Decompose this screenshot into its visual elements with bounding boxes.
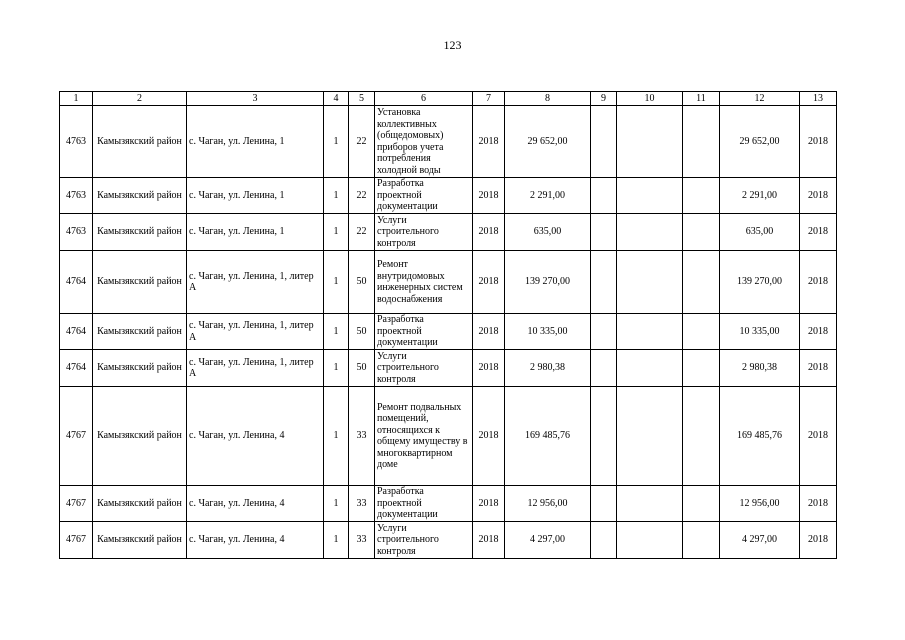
cell-year: 2018: [473, 178, 505, 214]
cell-c11: [683, 314, 720, 350]
cell-c9: [591, 387, 617, 486]
column-header: 1: [60, 92, 93, 106]
cell-c12: 2 980,38: [720, 350, 800, 387]
cell-c4: 1: [324, 350, 349, 387]
cell-c5: 33: [349, 387, 375, 486]
cell-district: Камызякский район: [93, 251, 187, 314]
cell-c11: [683, 178, 720, 214]
table-row: [60, 178, 837, 214]
cell-c9: [591, 214, 617, 251]
cell-c11: [683, 350, 720, 387]
cell-work: Установка коллективных (общедомовых) приборов учета потребления холодной воды: [375, 106, 473, 178]
cell-year: 2018: [473, 350, 505, 387]
cell-cost: 139 270,00: [505, 251, 591, 314]
cell-c9: [591, 522, 617, 559]
cell-c12: 29 652,00: [720, 106, 800, 178]
cell-c9: [591, 251, 617, 314]
cell-cost: 635,00: [505, 214, 591, 251]
cell-c9: [591, 106, 617, 178]
cell-cost: 29 652,00: [505, 106, 591, 178]
cell-address: с. Чаган, ул. Ленина, 1, литер А: [187, 314, 324, 350]
cell-district: Камызякский район: [93, 314, 187, 350]
cell-c11: [683, 522, 720, 559]
table-row: [60, 387, 837, 486]
cell-id: 4767: [60, 387, 93, 486]
cell-c4: 1: [324, 251, 349, 314]
cell-year: 2018: [473, 251, 505, 314]
cell-c10: [617, 314, 683, 350]
cell-c12: 4 297,00: [720, 522, 800, 559]
cell-c13: 2018: [800, 214, 837, 251]
cell-c9: [591, 178, 617, 214]
cell-c4: 1: [324, 387, 349, 486]
cell-c5: 50: [349, 251, 375, 314]
table-header-row: [60, 92, 837, 106]
column-header: 11: [683, 92, 720, 106]
cell-address: с. Чаган, ул. Ленина, 1: [187, 214, 324, 251]
table-row: [60, 314, 837, 350]
cell-year: 2018: [473, 486, 505, 522]
cell-c9: [591, 350, 617, 387]
cell-c13: 2018: [800, 314, 837, 350]
table-row: [60, 251, 837, 314]
cell-c10: [617, 178, 683, 214]
cell-c11: [683, 106, 720, 178]
cell-id: 4764: [60, 350, 93, 387]
cell-c4: 1: [324, 106, 349, 178]
cell-c4: 1: [324, 178, 349, 214]
cell-address: с. Чаган, ул. Ленина, 1, литер А: [187, 350, 324, 387]
cell-c10: [617, 251, 683, 314]
cell-c13: 2018: [800, 387, 837, 486]
table-row: [60, 486, 837, 522]
cell-district: Камызякский район: [93, 106, 187, 178]
cell-id: 4763: [60, 178, 93, 214]
cell-c13: 2018: [800, 486, 837, 522]
cell-district: Камызякский район: [93, 350, 187, 387]
cell-c11: [683, 387, 720, 486]
table-body: [60, 92, 837, 559]
cell-district: Камызякский район: [93, 178, 187, 214]
cell-work: Разработка проектной документации: [375, 314, 473, 350]
cell-c5: 22: [349, 106, 375, 178]
cell-c11: [683, 214, 720, 251]
cell-id: 4763: [60, 106, 93, 178]
cell-cost: 4 297,00: [505, 522, 591, 559]
cell-cost: 10 335,00: [505, 314, 591, 350]
cell-c12: 10 335,00: [720, 314, 800, 350]
column-header: 8: [505, 92, 591, 106]
cell-id: 4764: [60, 314, 93, 350]
cell-c13: 2018: [800, 522, 837, 559]
cell-c13: 2018: [800, 350, 837, 387]
cell-address: с. Чаган, ул. Ленина, 1: [187, 178, 324, 214]
column-header: 13: [800, 92, 837, 106]
cell-c4: 1: [324, 486, 349, 522]
cell-c5: 50: [349, 350, 375, 387]
cell-year: 2018: [473, 522, 505, 559]
cell-c12: 2 291,00: [720, 178, 800, 214]
cell-work: Услуги строительного контроля: [375, 214, 473, 251]
cell-id: 4767: [60, 522, 93, 559]
cell-c10: [617, 522, 683, 559]
cell-address: с. Чаган, ул. Ленина, 1, литер А: [187, 251, 324, 314]
cell-year: 2018: [473, 314, 505, 350]
cell-address: с. Чаган, ул. Ленина, 1: [187, 106, 324, 178]
cell-cost: 12 956,00: [505, 486, 591, 522]
table-row: [60, 350, 837, 387]
cell-c13: 2018: [800, 251, 837, 314]
cell-c10: [617, 214, 683, 251]
column-header: 9: [591, 92, 617, 106]
cell-c5: 33: [349, 522, 375, 559]
cell-cost: 2 291,00: [505, 178, 591, 214]
column-header: 7: [473, 92, 505, 106]
cell-c12: 12 956,00: [720, 486, 800, 522]
cell-address: с. Чаган, ул. Ленина, 4: [187, 522, 324, 559]
cell-address: с. Чаган, ул. Ленина, 4: [187, 486, 324, 522]
cell-c9: [591, 486, 617, 522]
cell-c11: [683, 486, 720, 522]
cell-c5: 33: [349, 486, 375, 522]
table-row: [60, 214, 837, 251]
cell-c4: 1: [324, 214, 349, 251]
cell-work: Ремонт подвальных помещений, относящихся к общему имуществу в многоквартирном доме: [375, 387, 473, 486]
cell-id: 4764: [60, 251, 93, 314]
cell-year: 2018: [473, 387, 505, 486]
cell-c5: 50: [349, 314, 375, 350]
table-row: [60, 522, 837, 559]
cell-c12: 139 270,00: [720, 251, 800, 314]
works-table: [59, 91, 837, 559]
cell-district: Камызякский район: [93, 522, 187, 559]
cell-c13: 2018: [800, 106, 837, 178]
cell-c9: [591, 314, 617, 350]
cell-c5: 22: [349, 178, 375, 214]
cell-district: Камызякский район: [93, 387, 187, 486]
cell-c10: [617, 106, 683, 178]
cell-cost: 169 485,76: [505, 387, 591, 486]
column-header: 4: [324, 92, 349, 106]
cell-work: Услуги строительного контроля: [375, 350, 473, 387]
cell-c12: 169 485,76: [720, 387, 800, 486]
cell-c11: [683, 251, 720, 314]
column-header: 6: [375, 92, 473, 106]
cell-work: Услуги строительного контроля: [375, 522, 473, 559]
cell-cost: 2 980,38: [505, 350, 591, 387]
cell-c10: [617, 486, 683, 522]
cell-c10: [617, 387, 683, 486]
cell-c10: [617, 350, 683, 387]
cell-work: Разработка проектной документации: [375, 486, 473, 522]
cell-c4: 1: [324, 314, 349, 350]
cell-address: с. Чаган, ул. Ленина, 4: [187, 387, 324, 486]
column-header: 10: [617, 92, 683, 106]
column-header: 2: [93, 92, 187, 106]
cell-district: Камызякский район: [93, 214, 187, 251]
column-header: 12: [720, 92, 800, 106]
page-number: 123: [443, 38, 462, 52]
cell-c13: 2018: [800, 178, 837, 214]
cell-district: Камызякский район: [93, 486, 187, 522]
cell-c12: 635,00: [720, 214, 800, 251]
column-header: 3: [187, 92, 324, 106]
cell-work: Ремонт внутридомовых инженерных систем водоснабжения: [375, 251, 473, 314]
cell-year: 2018: [473, 106, 505, 178]
column-header: 5: [349, 92, 375, 106]
cell-c5: 22: [349, 214, 375, 251]
cell-year: 2018: [473, 214, 505, 251]
cell-id: 4763: [60, 214, 93, 251]
table-row: [60, 106, 837, 178]
cell-c4: 1: [324, 522, 349, 559]
cell-id: 4767: [60, 486, 93, 522]
cell-work: Разработка проектной документации: [375, 178, 473, 214]
